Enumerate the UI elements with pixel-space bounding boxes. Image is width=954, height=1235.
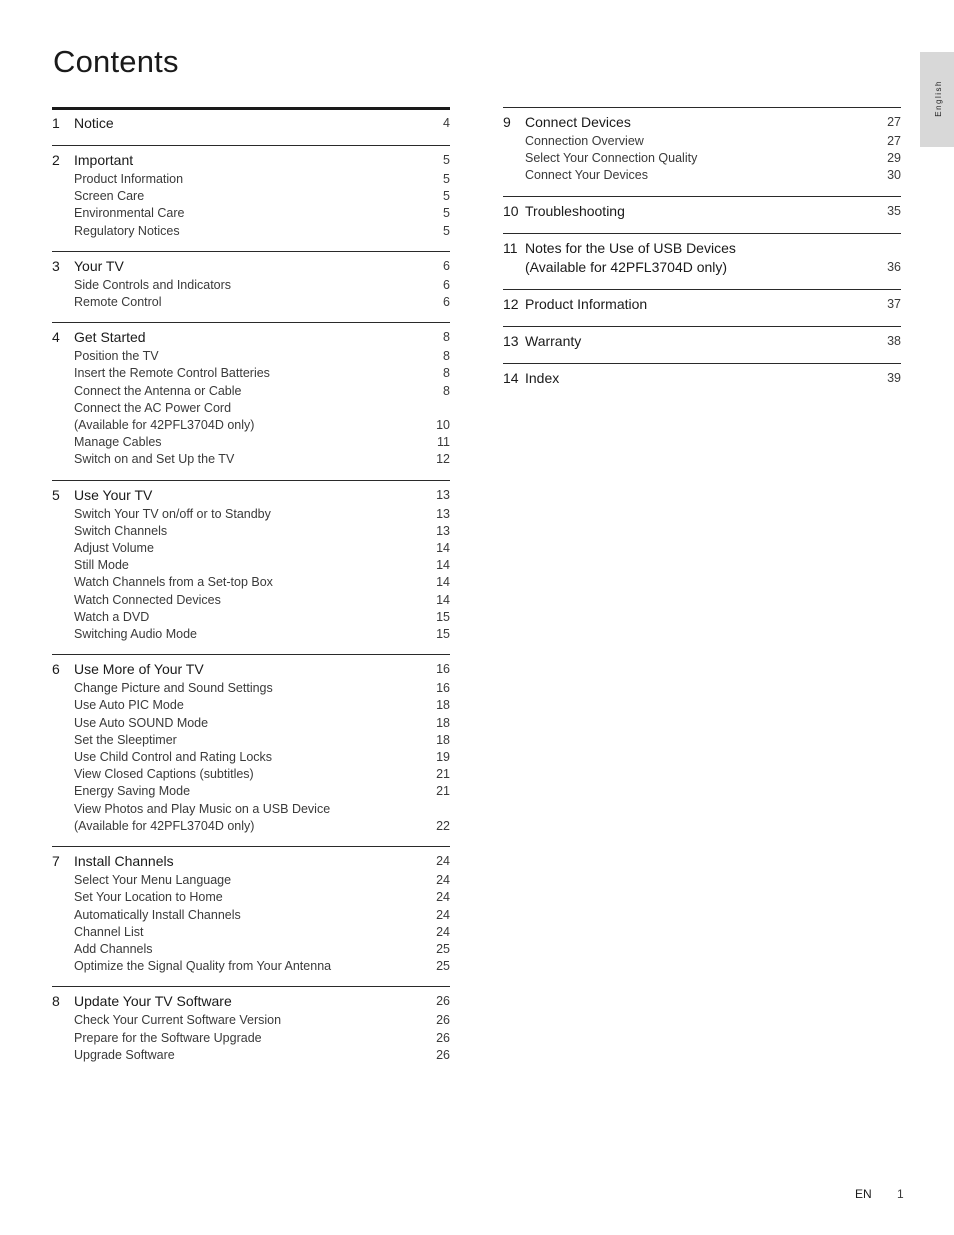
subentry-page-number: 6 <box>443 277 450 292</box>
subentry-label: Use Auto PIC Mode <box>74 698 184 713</box>
subentry-label: Still Mode <box>74 558 129 573</box>
toc-section <box>52 986 450 1075</box>
chapter-number: 14 <box>503 369 519 386</box>
toc-subentry[interactable] <box>52 506 450 523</box>
chapter-number: 3 <box>52 257 60 274</box>
subentry-page-number: 14 <box>436 558 450 573</box>
subentry-page-number: 25 <box>436 941 450 956</box>
toc-subentry[interactable] <box>52 434 450 451</box>
subentry-label: Switching Audio Mode <box>74 627 197 642</box>
toc-subentry[interactable] <box>52 223 450 240</box>
chapter-number: 13 <box>503 332 519 349</box>
subentry-label: Use Child Control and Rating Locks <box>74 750 273 765</box>
toc-section <box>52 322 450 479</box>
toc-section <box>52 654 450 846</box>
subentry-page-number: 6 <box>443 295 450 310</box>
chapter-page-number: 35 <box>887 203 901 218</box>
chapter-page-number: 16 <box>436 662 450 677</box>
chapter-title: Use More of Your TV <box>74 661 204 678</box>
toc-subentry[interactable] <box>52 680 450 697</box>
toc-chapter-entry[interactable] <box>52 660 450 679</box>
subentry-page-number: 14 <box>436 575 450 590</box>
subentry-page-number: 24 <box>436 873 450 888</box>
subentry-page-number: 29 <box>887 151 901 166</box>
subentry-label: Environmental Care <box>74 206 185 221</box>
subentry-page-number: 24 <box>436 890 450 905</box>
toc-subentry[interactable] <box>52 1047 450 1064</box>
toc-section <box>503 233 901 289</box>
toc-subentry[interactable] <box>52 801 450 818</box>
toc-subentry[interactable] <box>52 277 450 294</box>
toc-subentry[interactable] <box>52 417 450 434</box>
subentry-page-number: 5 <box>443 223 450 238</box>
toc-chapter-entry[interactable] <box>52 114 450 133</box>
subentry-label: Optimize the Signal Quality from Your Antenna <box>74 959 332 974</box>
subentry-page-number: 16 <box>436 681 450 696</box>
toc-section <box>52 480 450 655</box>
toc-chapter-entry[interactable] <box>503 332 901 351</box>
chapter-page-number: 36 <box>887 259 901 274</box>
toc-subentry[interactable] <box>52 365 450 382</box>
chapter-number: 5 <box>52 486 60 503</box>
language-tab-label: English <box>934 80 943 117</box>
toc-subentry[interactable] <box>52 889 450 906</box>
subentry-label: View Photos and Play Music on a USB Device <box>74 801 331 816</box>
subentry-page-number: 8 <box>443 349 450 364</box>
toc-chapter-entry[interactable] <box>52 486 450 505</box>
toc-section <box>503 289 901 326</box>
subentry-page-number: 25 <box>436 959 450 974</box>
chapter-number: 4 <box>52 329 60 346</box>
subentry-label: Connect the AC Power Cord <box>74 400 232 415</box>
toc-subentry[interactable] <box>52 205 450 222</box>
subentry-label: Energy Saving Mode <box>74 784 191 799</box>
toc-subentry[interactable] <box>503 150 901 167</box>
subentry-page-number: 24 <box>436 924 450 939</box>
toc-section <box>52 251 450 322</box>
chapter-title: Your TV <box>74 257 124 274</box>
subentry-label: Automatically Install Channels <box>74 907 241 922</box>
subentry-label: Add Channels <box>74 941 153 956</box>
chapter-title: Get Started <box>74 329 146 346</box>
subentry-label: Set the Sleeptimer <box>74 732 177 747</box>
footer-page-number: 1 <box>897 1187 904 1201</box>
subentry-label: Manage Cables <box>74 435 162 450</box>
subentry-page-number: 18 <box>436 715 450 730</box>
chapter-title: Troubleshooting <box>525 202 625 219</box>
chapter-page-number: 13 <box>436 487 450 502</box>
subentry-label: Check Your Current Software Version <box>74 1013 282 1028</box>
subentry-label: Connect the Antenna or Cable <box>74 383 242 398</box>
chapter-title-continued: (Available for 42PFL3704D only) <box>525 258 728 275</box>
toc-subentry[interactable] <box>52 400 450 417</box>
chapter-page-number: 37 <box>887 296 901 311</box>
subentry-page-number: 22 <box>436 818 450 833</box>
chapter-title: Warranty <box>525 332 582 349</box>
chapter-title: Install Channels <box>74 853 174 870</box>
subentry-page-number: 8 <box>443 383 450 398</box>
toc-subentry[interactable] <box>52 907 450 924</box>
subentry-label: Select Your Connection Quality <box>525 151 698 166</box>
toc-subentry[interactable] <box>52 171 450 188</box>
toc-subentry[interactable] <box>52 348 450 365</box>
subentry-label: Set Your Location to Home <box>74 890 223 905</box>
chapter-number: 9 <box>503 114 511 130</box>
subentry-page-number: 21 <box>436 784 450 799</box>
subentry-label: Watch a DVD <box>74 609 150 624</box>
toc-subentry[interactable] <box>52 872 450 889</box>
toc-subentry[interactable] <box>52 592 450 609</box>
subentry-page-number: 13 <box>436 506 450 521</box>
page-title: Contents <box>53 44 179 79</box>
subentry-page-number: 14 <box>436 541 450 556</box>
subentry-page-number: 21 <box>436 767 450 782</box>
subentry-label: Regulatory Notices <box>74 223 180 238</box>
toc-subentry[interactable] <box>52 574 450 591</box>
toc-subentry[interactable] <box>52 1012 450 1029</box>
toc-subentry[interactable] <box>52 540 450 557</box>
subentry-label: Insert the Remote Control Batteries <box>74 366 270 381</box>
toc-chapter-entry[interactable] <box>503 369 901 388</box>
subentry-label: Select Your Menu Language <box>74 873 232 888</box>
subentry-page-number: 14 <box>436 592 450 607</box>
toc-subentry[interactable] <box>52 451 450 468</box>
toc-chapter-entry[interactable] <box>503 113 901 132</box>
toc-subentry[interactable] <box>52 715 450 732</box>
toc-left-column <box>52 107 450 1075</box>
subentry-label: Prepare for the Software Upgrade <box>74 1030 262 1045</box>
toc-chapter-entry[interactable] <box>52 992 450 1011</box>
subentry-label: Watch Connected Devices <box>74 592 221 607</box>
chapter-title: Use Your TV <box>74 486 153 503</box>
subentry-label: View Closed Captions (subtitles) <box>74 767 254 782</box>
toc-subentry[interactable] <box>52 188 450 205</box>
chapter-number: 7 <box>52 853 60 870</box>
footer-language: EN <box>855 1187 872 1201</box>
toc-section <box>503 107 901 196</box>
toc-chapter-entry[interactable] <box>52 257 450 276</box>
toc-chapter-entry[interactable] <box>52 328 450 347</box>
subentry-label: Product Information <box>74 172 184 186</box>
subentry-label: Channel List <box>74 924 144 939</box>
chapter-number: 11 <box>503 239 518 256</box>
subentry-page-number: 8 <box>443 366 450 381</box>
subentry-page-number: 26 <box>436 1030 450 1045</box>
subentry-label: (Available for 42PFL3704D only) <box>74 818 255 833</box>
subentry-page-number: 26 <box>436 1013 450 1028</box>
subentry-page-number: 27 <box>887 134 901 148</box>
chapter-title: Product Information <box>525 295 648 312</box>
toc-subentry[interactable] <box>52 749 450 766</box>
toc-subentry[interactable] <box>52 697 450 714</box>
subentry-label: Position the TV <box>74 349 159 364</box>
chapter-page-number: 27 <box>887 115 901 129</box>
subentry-page-number: 11 <box>437 435 450 450</box>
chapter-title: Notice <box>74 115 114 131</box>
toc-chapter-entry[interactable] <box>52 852 450 871</box>
chapter-page-number: 4 <box>443 116 450 130</box>
toc-subentry[interactable] <box>52 941 450 958</box>
page-footer <box>855 1187 904 1201</box>
chapter-number: 2 <box>52 152 60 168</box>
toc-subentry[interactable] <box>52 958 450 975</box>
subentry-page-number: 18 <box>436 732 450 747</box>
toc-subentry[interactable] <box>52 783 450 800</box>
subentry-page-number: 5 <box>443 172 450 186</box>
chapter-title: Important <box>74 152 134 168</box>
subentry-page-number: 15 <box>436 627 450 642</box>
subentry-label: Remote Control <box>74 295 162 310</box>
chapter-page-number: 6 <box>443 258 450 273</box>
chapter-number: 8 <box>52 993 60 1010</box>
subentry-page-number: 5 <box>443 206 450 221</box>
chapter-page-number: 39 <box>887 370 901 385</box>
language-tab <box>920 52 954 147</box>
subentry-label: Switch Your TV on/off or to Standby <box>74 506 271 521</box>
subentry-page-number: 19 <box>436 750 450 765</box>
subentry-label: Side Controls and Indicators <box>74 277 232 292</box>
subentry-label: Adjust Volume <box>74 541 154 556</box>
toc-subentry[interactable] <box>52 1030 450 1047</box>
subentry-page-number: 10 <box>436 418 450 433</box>
toc-section <box>503 326 901 363</box>
toc-subentry[interactable] <box>503 133 901 150</box>
toc-subentry[interactable] <box>52 609 450 626</box>
toc-subentry[interactable] <box>52 294 450 311</box>
toc-chapter-entry[interactable] <box>503 239 901 277</box>
chapter-page-number: 5 <box>443 153 450 167</box>
toc-subentry[interactable] <box>52 818 450 835</box>
subentry-label: Screen Care <box>74 189 145 204</box>
chapter-title: Connect Devices <box>525 114 631 130</box>
subentry-page-number: 24 <box>436 907 450 922</box>
toc-right-column <box>503 107 901 400</box>
subentry-page-number: 26 <box>436 1047 450 1062</box>
subentry-label: Connect Your Devices <box>525 168 648 183</box>
chapter-title: Index <box>525 369 560 386</box>
subentry-page-number: 18 <box>436 698 450 713</box>
toc-chapter-entry[interactable] <box>52 151 450 170</box>
chapter-page-number: 38 <box>887 333 901 348</box>
subentry-page-number: 15 <box>436 609 450 624</box>
toc-section <box>52 145 450 251</box>
chapter-page-number: 24 <box>436 854 450 869</box>
toc-subentry[interactable] <box>52 924 450 941</box>
subentry-label: Switch Channels <box>74 523 168 538</box>
toc-subentry[interactable] <box>52 523 450 540</box>
subentry-label: Upgrade Software <box>74 1047 175 1062</box>
toc-subentry[interactable] <box>52 626 450 643</box>
subentry-label: (Available for 42PFL3704D only) <box>74 418 255 433</box>
subentry-label: Connection Overview <box>525 134 644 148</box>
toc-chapter-entry[interactable] <box>503 202 901 221</box>
chapter-title: Update Your TV Software <box>74 993 232 1010</box>
subentry-page-number: 12 <box>436 452 450 467</box>
subentry-page-number: 5 <box>443 189 450 204</box>
subentry-label: Change Picture and Sound Settings <box>74 681 273 696</box>
chapter-number: 1 <box>52 115 60 131</box>
toc-subentry[interactable] <box>52 383 450 400</box>
toc-chapter-entry[interactable] <box>503 295 901 314</box>
chapter-page-number: 8 <box>443 330 450 345</box>
subentry-label: Watch Channels from a Set-top Box <box>74 575 273 590</box>
chapter-title: Notes for the Use of USB Devices <box>525 239 736 256</box>
toc-subentry[interactable] <box>52 557 450 574</box>
chapter-page-number: 26 <box>436 994 450 1009</box>
toc-subentry[interactable] <box>503 167 901 184</box>
subentry-page-number: 13 <box>436 523 450 538</box>
subentry-label: Switch on and Set Up the TV <box>74 452 235 467</box>
subentry-label: Use Auto SOUND Mode <box>74 715 209 730</box>
toc-subentry[interactable] <box>52 732 450 749</box>
chapter-number: 12 <box>503 295 519 312</box>
subentry-page-number: 30 <box>887 168 901 183</box>
toc-section <box>503 363 901 400</box>
chapter-number: 6 <box>52 661 60 678</box>
chapter-number: 10 <box>503 202 519 219</box>
toc-section <box>52 107 450 145</box>
toc-subentry[interactable] <box>52 766 450 783</box>
toc-section <box>52 846 450 986</box>
toc-section <box>503 196 901 233</box>
